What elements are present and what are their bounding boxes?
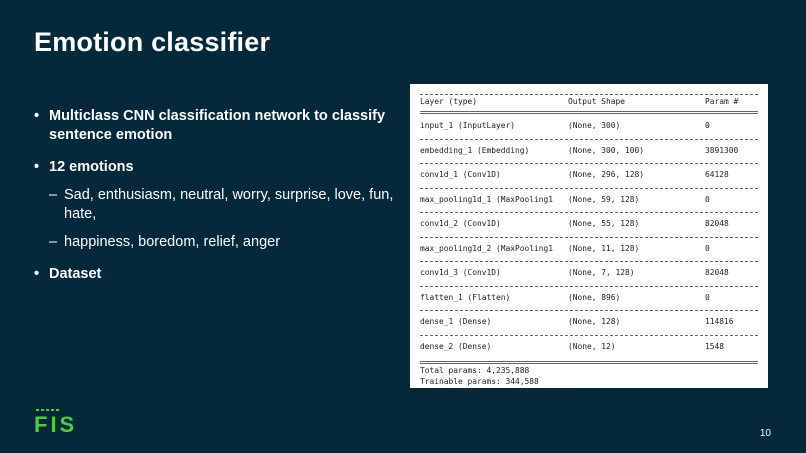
fis-logo-icon <box>34 414 77 436</box>
dash-icon: – <box>49 187 58 203</box>
bullet-text: Multiclass CNN classification network to classify sentence emotion <box>49 108 386 143</box>
layer-name: input_1 (InputLayer) <box>420 121 516 130</box>
output-shape: (None, 296, 128) <box>568 170 645 179</box>
output-shape: (None, 59, 128) <box>568 194 640 204</box>
sub-bullet-list <box>34 186 404 252</box>
summary-row <box>420 213 758 237</box>
summary-totals <box>420 365 758 398</box>
layer-name: flatten_1 (Flatten) <box>420 292 511 302</box>
layer-name: embedding_1 (Embedding) <box>420 145 530 155</box>
page-number: 10 <box>759 428 771 439</box>
output-shape: (None, 128) <box>568 317 621 326</box>
bullet-dot-icon: • <box>34 266 40 282</box>
param-count: 82048 <box>705 268 729 277</box>
bullet-list <box>34 107 404 297</box>
bullet-item <box>34 158 404 177</box>
layer-name: conv1d_2 (Conv1D) <box>420 219 501 228</box>
bullet-dot-icon: • <box>34 159 40 175</box>
summary-row <box>420 115 758 139</box>
output-shape: (None, 55, 128) <box>568 219 640 228</box>
param-count: 1548 <box>705 341 725 351</box>
param-count: 82048 <box>705 219 729 228</box>
layer-name: max_pooling1d_1 (MaxPooling1 <box>420 194 554 204</box>
param-count: 0 <box>705 194 710 204</box>
logo-text: FIS <box>34 412 78 437</box>
param-count: 64128 <box>705 170 729 179</box>
sub-bullet-text: Sad, enthusiasm, neutral, worry, surprise, love, fun, hate, <box>64 187 394 222</box>
param-count: 0 <box>705 292 710 302</box>
layer-name: conv1d_1 (Conv1D) <box>420 170 501 179</box>
summary-row <box>420 189 758 213</box>
summary-rule <box>420 361 758 364</box>
output-shape: (None, 896) <box>568 292 621 302</box>
trainable-params: Trainable params: 344,588 <box>420 377 539 386</box>
sub-bullet-item <box>49 233 404 252</box>
summary-row <box>420 262 758 286</box>
param-count: 3891300 <box>705 145 739 155</box>
summary-rule <box>420 111 758 114</box>
summary-row <box>420 287 758 311</box>
param-count: 114816 <box>705 317 734 326</box>
layer-name: dense_2 (Dense) <box>420 341 492 351</box>
sub-bullet-text: happiness, boredom, relief, anger <box>64 234 281 250</box>
header-params: Param # <box>705 97 739 106</box>
slide-title: Emotion classifier <box>34 27 271 57</box>
output-shape: (None, 300, 100) <box>568 145 645 155</box>
model-summary-image <box>410 84 768 397</box>
param-count: 0 <box>705 121 710 130</box>
total-params: Total params: 4,235,888 <box>420 366 530 375</box>
logo-dots <box>36 409 59 411</box>
bullet-item <box>34 265 404 284</box>
bullet-item <box>34 107 404 145</box>
output-shape: (None, 11, 128) <box>568 243 640 253</box>
output-shape: (None, 12) <box>568 341 616 351</box>
header-output-shape: Output Shape <box>568 97 626 106</box>
summary-row <box>420 311 758 335</box>
bullet-text: Dataset <box>49 266 102 282</box>
summary-header-row <box>420 95 758 109</box>
output-shape: (None, 7, 128) <box>568 268 635 277</box>
header-layer: Layer (type) <box>420 97 478 106</box>
sub-bullet-item <box>49 186 404 224</box>
dash-icon: – <box>49 234 58 250</box>
layer-name: max_pooling1d_2 (MaxPooling1 <box>420 243 554 253</box>
non-trainable-params: Non-trainable params: 3,891,300 <box>420 388 568 397</box>
layer-name: conv1d_3 (Conv1D) <box>420 268 501 277</box>
bullet-text: 12 emotions <box>49 159 134 175</box>
summary-row <box>420 140 758 164</box>
layer-name: dense_1 (Dense) <box>420 317 492 326</box>
summary-row <box>420 238 758 262</box>
bullet-dot-icon: • <box>34 108 40 124</box>
summary-row <box>420 336 758 360</box>
param-count: 0 <box>705 243 710 253</box>
output-shape: (None, 300) <box>568 121 621 130</box>
summary-row <box>420 164 758 188</box>
